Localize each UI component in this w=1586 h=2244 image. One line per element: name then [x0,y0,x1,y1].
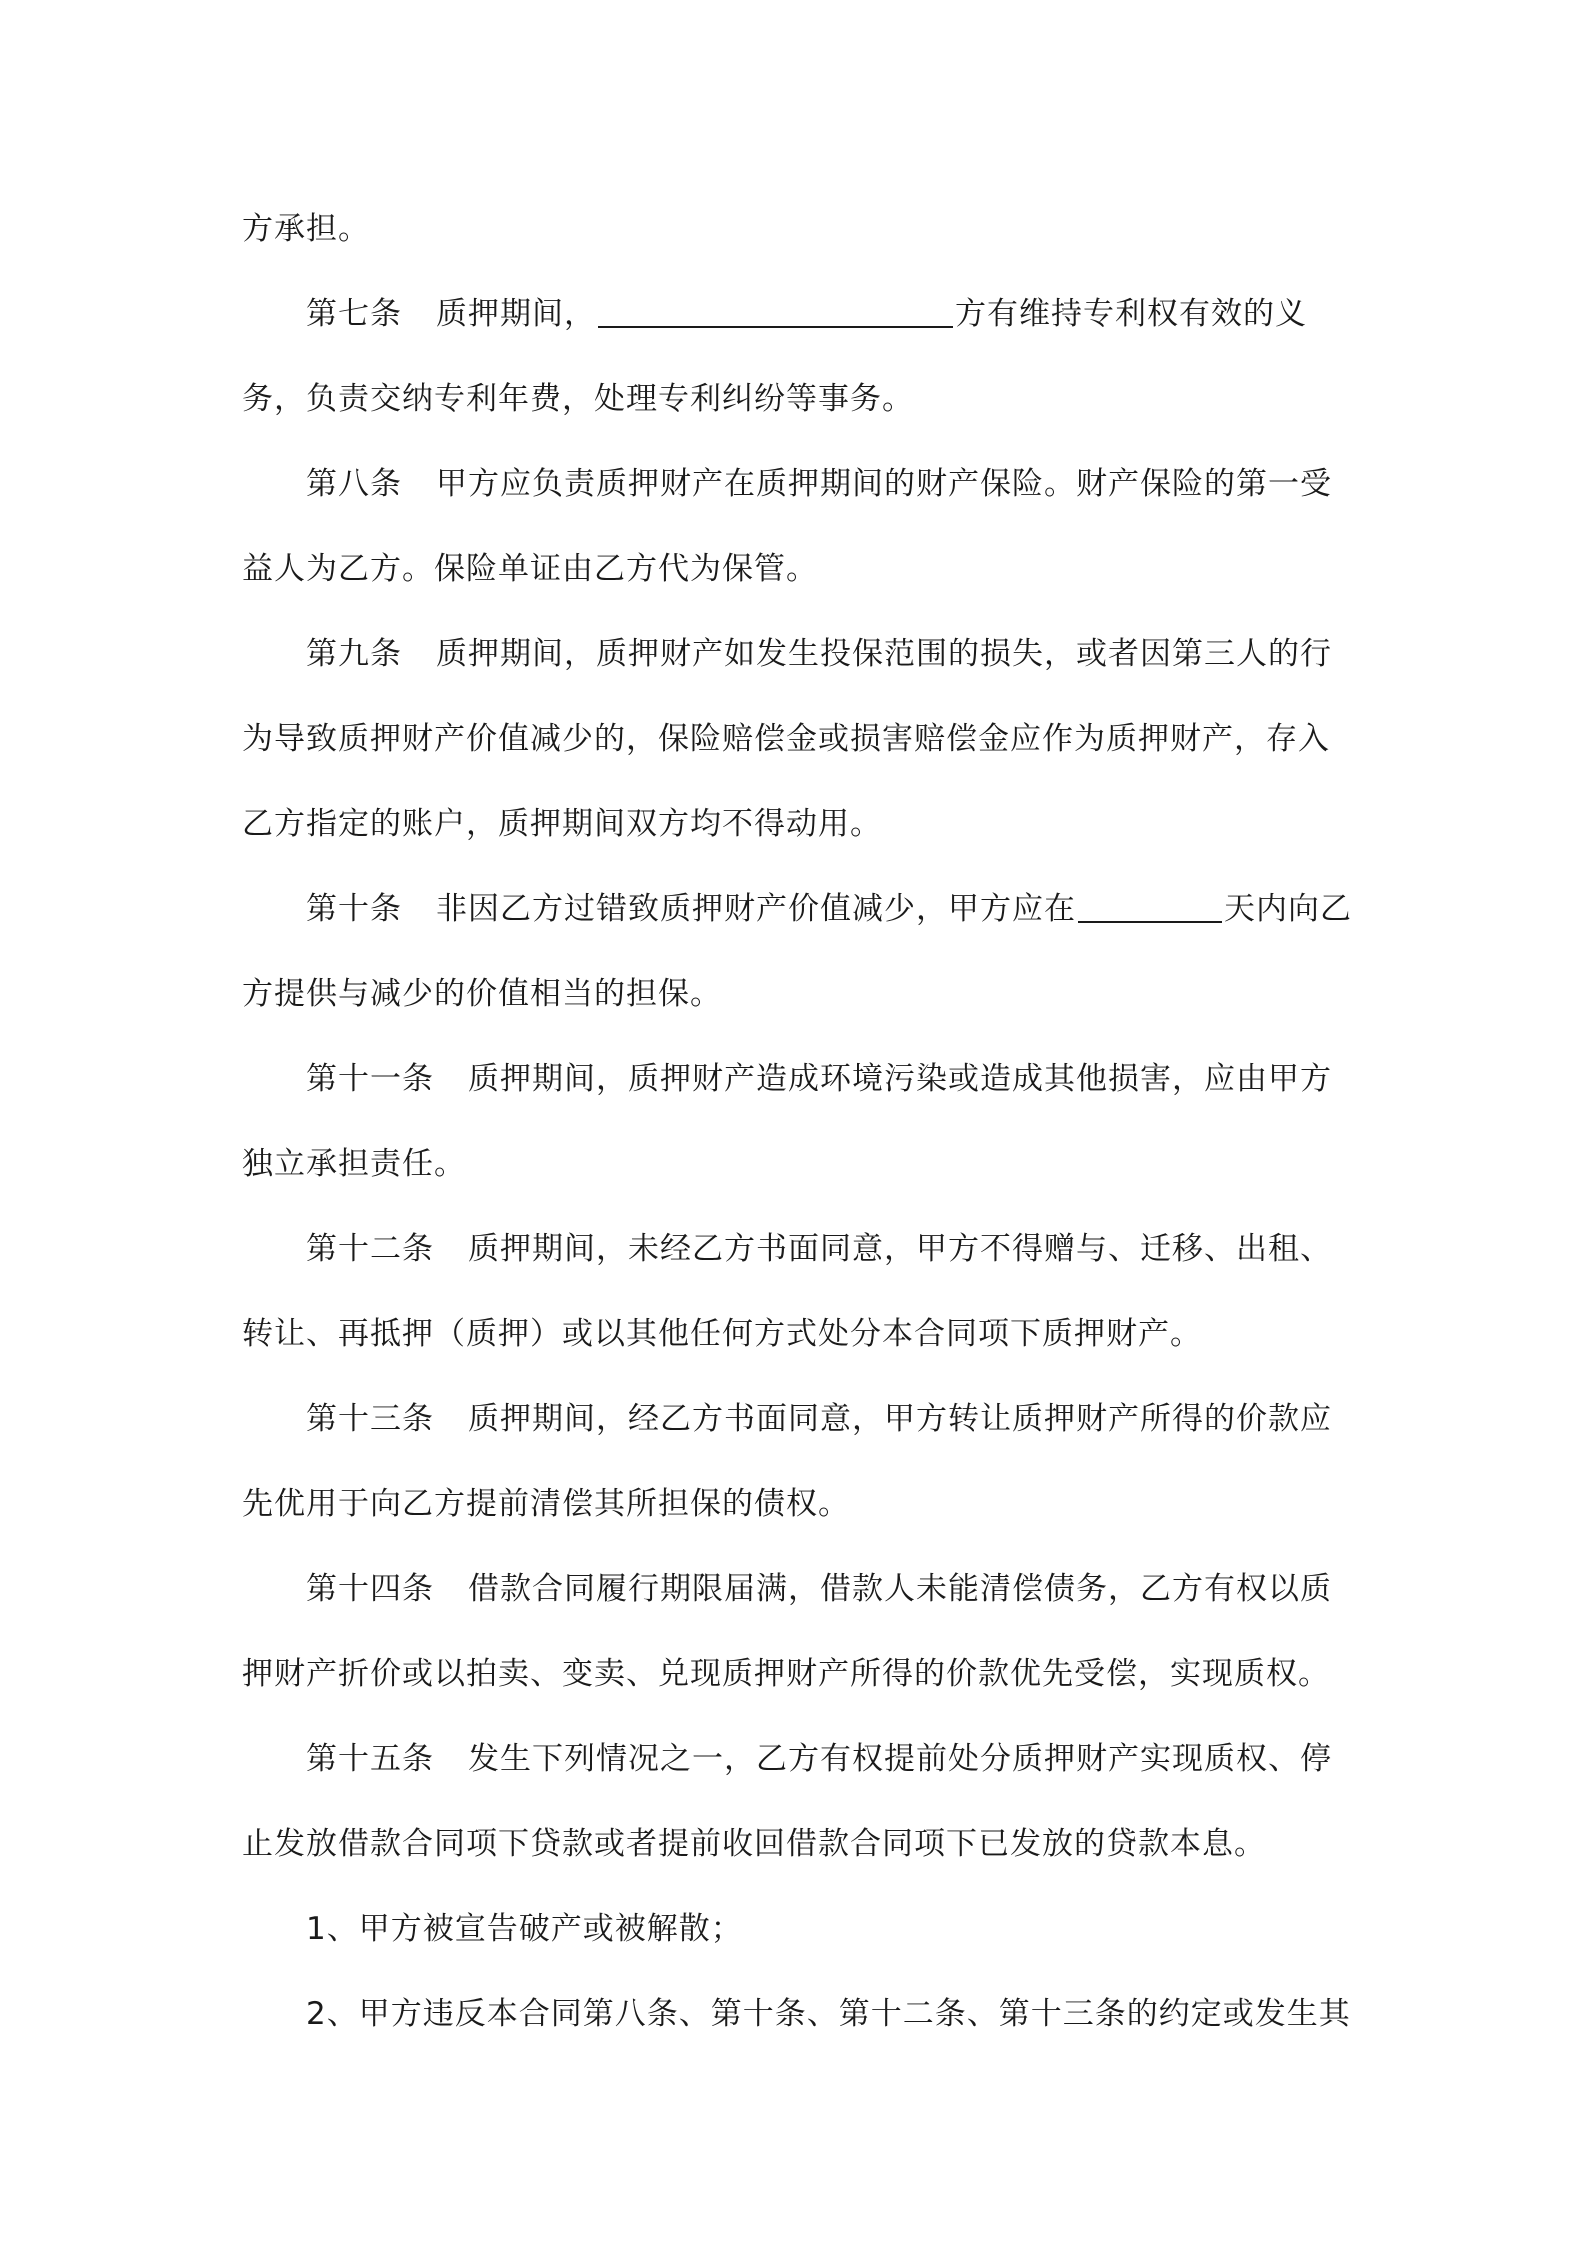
article-11-line [306,1057,1332,1101]
article-text: 天内向乙 [1224,891,1352,927]
article-text: 质押期间，质押财产造成环境污染或造成其他损害，应由甲方 [468,1061,1332,1097]
article-9-line [306,632,1332,676]
article-text: 方有维持专利权有效的义 [955,296,1307,332]
article-number: 第十四条 [306,1571,434,1607]
article-10-line [306,887,1352,931]
list-item: 2、甲方违反本合同第八条、第十条、第十二条、第十三条的约定或发生其 [306,1996,1351,2032]
text-line: 先优用于向乙方提前清偿其所担保的债权。 [242,1486,850,1522]
article-12-line [306,1227,1332,1271]
article-number: 第十一条 [306,1061,434,1097]
article-13-line [306,1397,1332,1441]
text-line: 押财产折价或以拍卖、变卖、兑现质押财产所得的价款优先受偿，实现质权。 [242,1656,1330,1692]
article-number: 第十五条 [306,1741,434,1777]
article-text: 质押期间，未经乙方书面同意，甲方不得赠与、迁移、出租、 [468,1231,1332,1267]
article-text: 发生下列情况之一，乙方有权提前处分质押财产实现质权、停 [468,1741,1332,1777]
text-line: 独立承担责任。 [242,1146,466,1182]
fill-in-blank[interactable] [598,296,953,328]
list-item: 1、甲方被宣告破产或被解散； [306,1911,743,1947]
article-number: 第九条 [306,636,402,672]
article-text: 质押期间，质押财产如发生投保范围的损失，或者因第三人的行 [436,636,1332,672]
text-line: 止发放借款合同项下贷款或者提前收回借款合同项下已发放的贷款本息。 [242,1826,1266,1862]
text-line: 益人为乙方。保险单证由乙方代为保管。 [242,551,818,587]
text-line: 为导致质押财产价值减少的，保险赔偿金或损害赔偿金应作为质押财产，存入 [242,721,1330,757]
article-text: 甲方应负责质押财产在质押期间的财产保险。财产保险的第一受 [436,466,1332,502]
text-line: 方承担。 [242,211,370,247]
article-text: 借款合同履行期限届满，借款人未能清偿债务，乙方有权以质 [468,1571,1332,1607]
article-8-line [306,462,1332,506]
article-text: 质押期间， [436,296,596,332]
article-15-line [306,1737,1332,1781]
article-number: 第十二条 [306,1231,434,1267]
text-line: 乙方指定的账户，质押期间双方均不得动用。 [242,806,882,842]
article-number: 第七条 [306,296,402,332]
article-number: 第八条 [306,466,402,502]
article-number: 第十三条 [306,1401,434,1437]
fill-in-blank[interactable] [1078,891,1222,923]
article-number: 第十条 [306,891,402,927]
text-line: 转让、再抵押（质押）或以其他任何方式处分本合同项下质押财产。 [242,1316,1202,1352]
text-line: 务，负责交纳专利年费，处理专利纠纷等事务。 [242,381,914,417]
article-text: 非因乙方过错致质押财产价值减少，甲方应在 [436,891,1076,927]
article-14-line [306,1567,1332,1611]
article-7-line [306,292,1307,336]
text-line: 方提供与减少的价值相当的担保。 [242,976,722,1012]
article-text: 质押期间，经乙方书面同意，甲方转让质押财产所得的价款应 [468,1401,1332,1437]
